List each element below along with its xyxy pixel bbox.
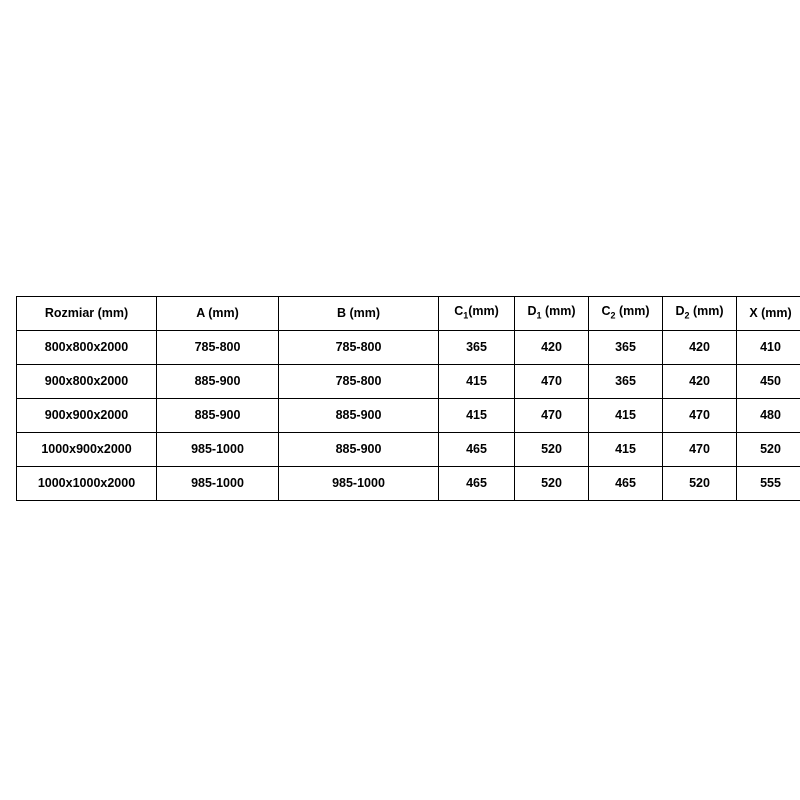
cell-c2: 415 [589, 399, 663, 433]
table-row [17, 399, 800, 433]
table-row [17, 365, 800, 399]
cell-d1: 470 [515, 399, 589, 433]
cell-x: 480 [737, 399, 800, 433]
cell-a: 985-1000 [157, 433, 279, 467]
cell-d1: 420 [515, 331, 589, 365]
column-header-c2-subscript: 2 [610, 310, 616, 321]
cell-c1: 365 [439, 331, 515, 365]
column-header-b: B (mm) [279, 297, 439, 331]
column-header-d1-subscript: 1 [536, 310, 542, 321]
column-header-d2-unit: (mm) [689, 304, 724, 319]
cell-d2: 470 [663, 399, 737, 433]
cell-size: 900x800x2000 [17, 365, 157, 399]
cell-d1: 470 [515, 365, 589, 399]
column-header-d2-base: D [675, 304, 685, 319]
cell-a: 885-900 [157, 365, 279, 399]
column-header-d1 [515, 297, 589, 331]
column-header-d1-unit: (mm) [541, 304, 576, 319]
cell-d2: 470 [663, 433, 737, 467]
cell-d2: 520 [663, 467, 737, 501]
cell-c1: 465 [439, 433, 515, 467]
cell-c1: 415 [439, 365, 515, 399]
cell-b: 785-800 [279, 365, 439, 399]
cell-b: 885-900 [279, 399, 439, 433]
column-header-d2-subscript: 2 [684, 310, 690, 321]
cell-x: 450 [737, 365, 800, 399]
column-header-c2-base: C [601, 304, 611, 319]
table-row [17, 331, 800, 365]
cell-c2: 465 [589, 467, 663, 501]
cell-b: 985-1000 [279, 467, 439, 501]
cell-size: 1000x900x2000 [17, 433, 157, 467]
specification-table [16, 296, 800, 501]
cell-b: 785-800 [279, 331, 439, 365]
column-header-a: A (mm) [157, 297, 279, 331]
cell-x: 410 [737, 331, 800, 365]
column-header-size: Rozmiar (mm) [17, 297, 157, 331]
column-header-c2 [589, 297, 663, 331]
cell-d1: 520 [515, 467, 589, 501]
cell-d1: 520 [515, 433, 589, 467]
column-header-c1 [439, 297, 515, 331]
cell-c1: 415 [439, 399, 515, 433]
cell-size: 1000x1000x2000 [17, 467, 157, 501]
specification-table-container [16, 296, 792, 501]
cell-c2: 365 [589, 365, 663, 399]
table-header-row [17, 297, 800, 331]
table-header [17, 297, 800, 331]
cell-x: 555 [737, 467, 800, 501]
cell-c2: 365 [589, 331, 663, 365]
column-header-d2 [663, 297, 737, 331]
column-header-c1-subscript: 1 [463, 310, 469, 321]
cell-a: 985-1000 [157, 467, 279, 501]
table-body [17, 331, 800, 501]
table-row [17, 467, 800, 501]
cell-size: 800x800x2000 [17, 331, 157, 365]
cell-a: 785-800 [157, 331, 279, 365]
column-header-c1-base: C [454, 304, 464, 319]
table-row [17, 433, 800, 467]
cell-c1: 465 [439, 467, 515, 501]
cell-a: 885-900 [157, 399, 279, 433]
cell-c2: 415 [589, 433, 663, 467]
cell-d2: 420 [663, 365, 737, 399]
cell-d2: 420 [663, 331, 737, 365]
cell-size: 900x900x2000 [17, 399, 157, 433]
column-header-c1-unit: (mm) [468, 304, 499, 319]
column-header-d1-base: D [527, 304, 537, 319]
column-header-x: X (mm) [737, 297, 800, 331]
column-header-c2-unit: (mm) [615, 304, 650, 319]
cell-x: 520 [737, 433, 800, 467]
cell-b: 885-900 [279, 433, 439, 467]
